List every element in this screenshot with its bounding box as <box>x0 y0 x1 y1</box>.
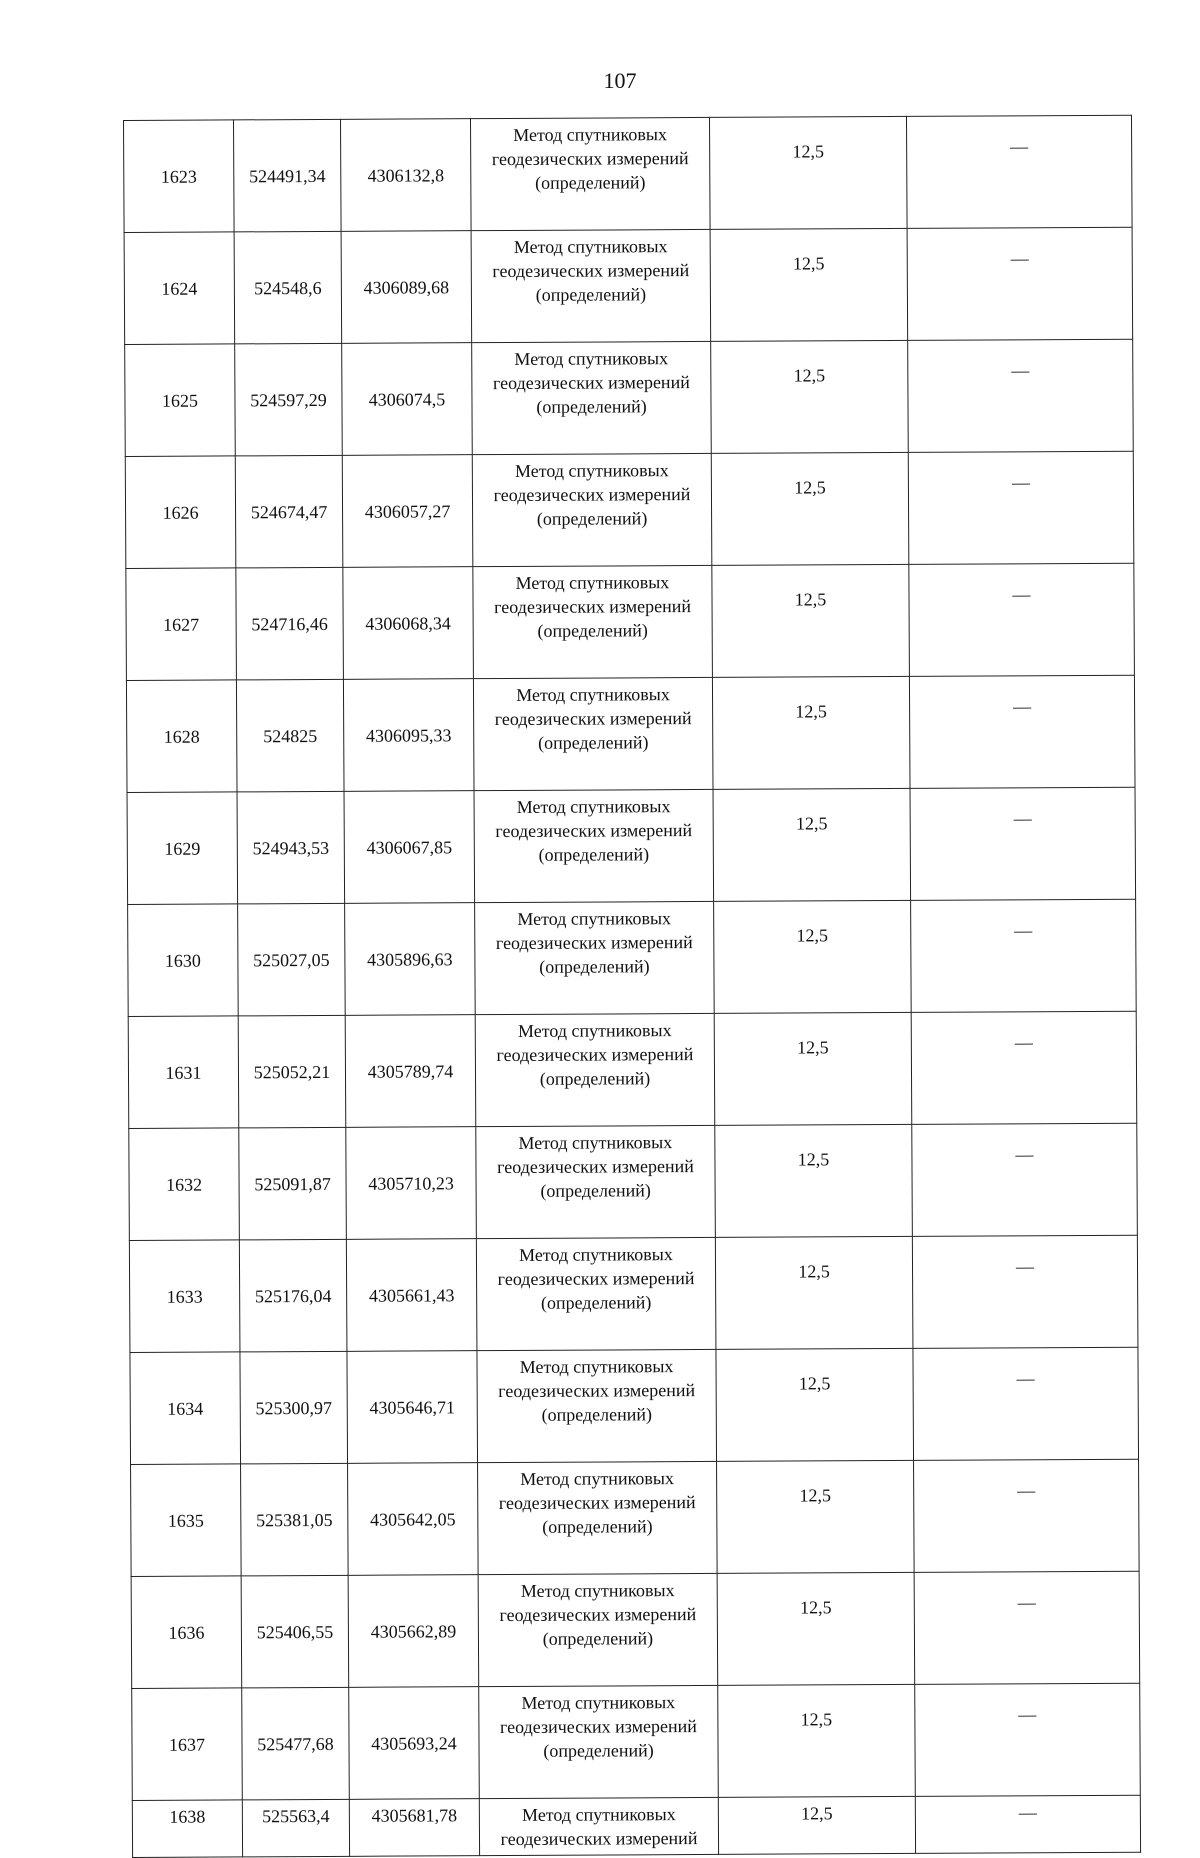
method-line: геодезических измерений <box>495 820 693 842</box>
table-row <box>128 1011 1137 1128</box>
y-coordinate-cell: 4305789,74 <box>345 1015 476 1128</box>
point-number-cell: 1636 <box>131 1576 242 1689</box>
accuracy-cell: 12,5 <box>718 1796 915 1854</box>
table-row <box>124 227 1133 344</box>
method-line: геодезических измерений <box>494 596 692 618</box>
method-line: Метод спутниковых <box>516 684 670 705</box>
accuracy-cell: 12,5 <box>714 1012 912 1125</box>
description-cell: — <box>914 1571 1140 1684</box>
point-number-cell: 1626 <box>125 456 236 569</box>
method-line: Метод спутниковых <box>514 460 669 481</box>
method-line: (определений) <box>543 1740 654 1761</box>
method-line: (определений) <box>537 620 648 641</box>
accuracy-cell: 12,5 <box>713 788 911 901</box>
table-row <box>126 675 1135 792</box>
method-line: (определений) <box>542 1628 654 1649</box>
table-row <box>130 1347 1139 1464</box>
table-row <box>132 1795 1140 1857</box>
x-coordinate-cell: 525300,97 <box>240 1351 348 1464</box>
table-row <box>129 1123 1138 1240</box>
method-line: (определений) <box>536 396 647 417</box>
table-row <box>126 563 1135 680</box>
accuracy-cell: 12,5 <box>717 1572 915 1685</box>
y-coordinate-cell: 4306068,34 <box>343 567 474 680</box>
description-cell: — <box>914 1459 1140 1572</box>
method-cell <box>478 1461 718 1574</box>
x-coordinate-cell: 525176,04 <box>239 1239 347 1352</box>
method-cell <box>472 341 712 454</box>
table-row <box>124 115 1133 232</box>
method-cell <box>476 1237 716 1350</box>
y-coordinate-cell: 4305681,78 <box>349 1799 479 1857</box>
point-number-cell: 1628 <box>126 680 237 793</box>
x-coordinate-cell: 525563,4 <box>242 1799 349 1857</box>
method-line: (определений) <box>541 1404 653 1425</box>
accuracy-cell: 12,5 <box>714 900 912 1013</box>
method-line: Метод спутниковых <box>520 1468 675 1489</box>
x-coordinate-cell: 524548,6 <box>234 231 342 344</box>
point-number-cell: 1623 <box>124 120 235 233</box>
table-row <box>128 899 1137 1016</box>
method-line: Метод спутниковых <box>514 348 669 369</box>
method-line: (определений) <box>535 284 647 305</box>
accuracy-cell: 12,5 <box>715 1124 913 1237</box>
description-cell: — <box>906 115 1132 228</box>
method-line: Метод спутниковых <box>517 908 672 929</box>
method-line: Метод спутниковых <box>519 1244 673 1265</box>
method-line: геодезических измерений <box>498 1492 696 1514</box>
method-cell <box>479 1797 718 1855</box>
accuracy-cell: 12,5 <box>717 1460 915 1573</box>
method-line: Метод спутниковых <box>521 1692 676 1713</box>
accuracy-cell: 12,5 <box>710 228 908 341</box>
method-line: геодезических измерений <box>499 1604 697 1626</box>
table-row <box>131 1571 1140 1688</box>
coordinates-table <box>123 115 1141 1858</box>
method-line: Метод спутниковых <box>519 1356 674 1377</box>
method-line: Метод спутниковых <box>521 1804 676 1825</box>
x-coordinate-cell: 525477,68 <box>242 1687 350 1800</box>
table-row <box>131 1459 1140 1576</box>
method-line: (определений) <box>540 1180 651 1201</box>
y-coordinate-cell: 4306095,33 <box>343 679 474 792</box>
accuracy-cell: 12,5 <box>718 1684 916 1797</box>
y-coordinate-cell: 4305642,05 <box>348 1463 479 1576</box>
x-coordinate-cell: 524597,29 <box>235 343 343 456</box>
table-row <box>127 787 1136 904</box>
y-coordinate-cell: 4305896,63 <box>345 903 476 1016</box>
table-row <box>132 1683 1141 1800</box>
accuracy-cell: 12,5 <box>711 452 909 565</box>
method-line: геодезических измерений <box>491 148 689 170</box>
method-cell <box>479 1685 719 1798</box>
point-number-cell: 1627 <box>126 568 237 681</box>
y-coordinate-cell: 4306057,27 <box>342 455 473 568</box>
method-cell <box>474 789 714 902</box>
method-line: Метод спутниковых <box>513 124 667 145</box>
x-coordinate-cell: 525052,21 <box>238 1015 346 1128</box>
description-cell: — <box>912 1235 1138 1348</box>
point-number-cell: 1632 <box>129 1128 240 1241</box>
method-cell <box>475 901 715 1014</box>
page-number: 107 <box>603 68 637 93</box>
method-cell <box>470 117 710 230</box>
y-coordinate-cell: 4305693,24 <box>349 1687 480 1800</box>
method-line: геодезических измерений <box>499 1716 697 1738</box>
table-row <box>125 339 1134 456</box>
x-coordinate-cell: 524825 <box>236 679 344 792</box>
method-line: (определений) <box>542 1516 653 1537</box>
point-number-cell: 1629 <box>127 792 238 905</box>
point-number-cell: 1634 <box>130 1352 241 1465</box>
method-line: геодезических измерений <box>497 1156 694 1178</box>
method-cell <box>475 1013 715 1126</box>
method-line: (определений) <box>539 956 650 977</box>
description-cell: — <box>908 451 1134 564</box>
method-line: геодезических измерений <box>493 484 691 506</box>
method-cell <box>473 565 713 678</box>
x-coordinate-cell: 524943,53 <box>237 791 345 904</box>
x-coordinate-cell: 524674,47 <box>235 455 343 568</box>
description-cell: — <box>909 563 1135 676</box>
method-cell <box>478 1573 718 1686</box>
description-cell: — <box>911 1011 1137 1124</box>
point-number-cell: 1638 <box>132 1800 242 1858</box>
point-number-cell: 1633 <box>129 1240 240 1353</box>
x-coordinate-cell: 525027,05 <box>238 903 346 1016</box>
method-line: Метод спутниковых <box>520 1580 675 1601</box>
description-cell: — <box>913 1347 1139 1460</box>
method-cell <box>473 677 713 790</box>
point-number-cell: 1625 <box>125 344 236 457</box>
x-coordinate-cell: 524716,46 <box>236 567 344 680</box>
method-line: (определений) <box>535 172 646 193</box>
accuracy-cell: 12,5 <box>709 116 907 229</box>
point-number-cell: 1631 <box>128 1016 239 1129</box>
method-line: (определений) <box>540 1292 652 1313</box>
y-coordinate-cell: 4305661,43 <box>346 1239 477 1352</box>
method-line: Метод спутниковых <box>518 1132 673 1153</box>
method-cell <box>477 1349 717 1462</box>
accuracy-cell: 12,5 <box>715 1236 913 1349</box>
method-line: геодезических измерений <box>497 1268 695 1290</box>
y-coordinate-cell: 4306067,85 <box>344 791 475 904</box>
point-number-cell: 1624 <box>124 232 235 345</box>
method-line: геодезических измерений <box>492 260 690 282</box>
y-coordinate-cell: 4306074,5 <box>342 343 473 456</box>
y-coordinate-cell: 4305662,89 <box>348 1575 479 1688</box>
method-line: (определений) <box>539 1068 651 1089</box>
method-line: геодезических измерений <box>496 1044 694 1066</box>
accuracy-cell: 12,5 <box>712 676 910 789</box>
method-line: (определений) <box>536 508 648 529</box>
accuracy-cell: 12,5 <box>712 564 910 677</box>
y-coordinate-cell: 4306089,68 <box>341 231 472 344</box>
y-coordinate-cell: 4305646,71 <box>347 1351 478 1464</box>
x-coordinate-cell: 525406,55 <box>241 1575 349 1688</box>
table-row <box>125 451 1134 568</box>
table-row <box>129 1235 1138 1352</box>
method-line: (определений) <box>538 844 650 865</box>
method-line: (определений) <box>538 732 649 753</box>
description-cell: — <box>912 1123 1138 1236</box>
method-line: Метод спутниковых <box>517 1020 672 1041</box>
x-coordinate-cell: 525091,87 <box>239 1127 347 1240</box>
point-number-cell: 1637 <box>132 1688 243 1801</box>
point-number-cell: 1630 <box>128 904 239 1017</box>
description-cell: — <box>909 675 1135 788</box>
description-cell: — <box>915 1795 1140 1853</box>
point-number-cell: 1635 <box>131 1464 242 1577</box>
y-coordinate-cell: 4306132,8 <box>340 119 471 232</box>
description-cell: — <box>907 227 1133 340</box>
method-line: геодезических измерений <box>494 708 692 730</box>
method-line: Метод спутниковых <box>513 236 668 257</box>
description-cell: — <box>915 1683 1141 1796</box>
method-cell <box>476 1125 716 1238</box>
accuracy-cell: 12,5 <box>716 1348 914 1461</box>
method-cell <box>472 453 712 566</box>
description-cell: — <box>910 787 1136 900</box>
table-body <box>124 115 1141 1857</box>
description-cell: — <box>911 899 1137 1012</box>
method-line: Метод спутниковых <box>516 796 671 817</box>
accuracy-cell: 12,5 <box>711 340 909 453</box>
x-coordinate-cell: 524491,34 <box>234 119 342 232</box>
method-line: геодезических измерений <box>500 1828 698 1850</box>
method-cell <box>471 229 711 342</box>
method-line: геодезических измерений <box>495 932 693 954</box>
y-coordinate-cell: 4305710,23 <box>346 1127 477 1240</box>
method-line: геодезических измерений <box>498 1380 696 1402</box>
description-cell: — <box>908 339 1134 452</box>
method-line: геодезических измерений <box>492 372 690 394</box>
x-coordinate-cell: 525381,05 <box>241 1463 349 1576</box>
method-line: Метод спутниковых <box>515 572 670 593</box>
